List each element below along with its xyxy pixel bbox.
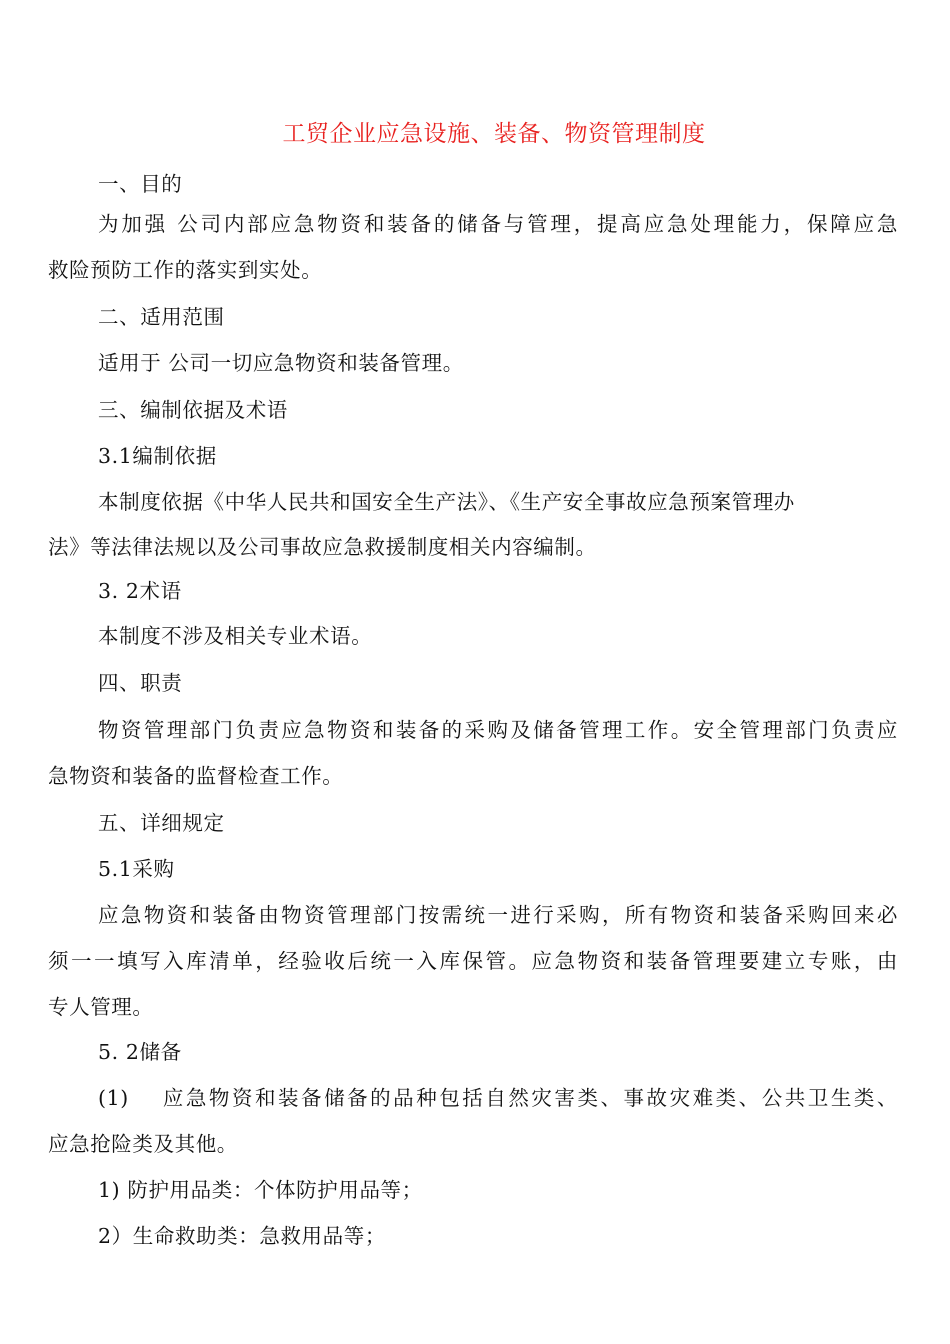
paragraph-line: 适用于 公司一切应急物资和装备管理。 [98,351,464,375]
section-heading-rules: 五、详细规定 [98,811,225,835]
section-heading-basis: 三、编制依据及术语 [98,398,288,422]
subsection-heading: 3. 2术语 [98,579,182,603]
paragraph-line: 本制度依据《中华人民共和国安全生产法》、《生产安全事故应急预案管理办 [98,490,795,514]
section-heading-scope: 二、适用范围 [98,305,225,329]
subsection-heading: 3.1编制依据 [98,444,217,468]
list-item: 2）生命救助类：急救用品等； [98,1224,386,1248]
list-item-line: (1) 应急物资和装备储备的品种包括自然灾害类、事故灾难类、公共卫生类、 [98,1086,898,1110]
paragraph-line: 急物资和装备的监督检查工作。 [48,764,344,788]
section-heading-purpose: 一、目的 [98,172,183,196]
subsection-heading: 5.1采购 [98,857,175,881]
paragraph-line: 为加强 公司内部应急物资和装备的储备与管理，提高应急处理能力，保障应急 [98,212,898,236]
paragraph-line: 专人管理。 [48,995,154,1019]
list-item-line: 应急抢险类及其他。 [48,1132,238,1156]
section-heading-duties: 四、职责 [98,671,183,695]
subsection-heading: 5. 2储备 [98,1040,182,1064]
paragraph-line: 救险预防工作的落实到实处。 [48,258,323,282]
list-item: 1) 防护用品类：个体防护用品等； [98,1178,423,1202]
paragraph-line: 须一一填写入库清单，经验收后统一入库保管。应急物资和装备管理要建立专账，由 [48,949,898,973]
paragraph-line: 法》等法律法规以及公司事故应急救援制度相关内容编制。 [48,535,597,559]
paragraph-line: 物资管理部门负责应急物资和装备的采购及储备管理工作。安全管理部门负责应 [98,718,898,742]
paragraph-line: 应急物资和装备由物资管理部门按需统一进行采购，所有物资和装备采购回来必 [98,903,898,927]
document-title: 工贸企业应急设施、装备、物资管理制度 [282,121,706,147]
paragraph-line: 本制度不涉及相关专业术语。 [98,624,373,648]
